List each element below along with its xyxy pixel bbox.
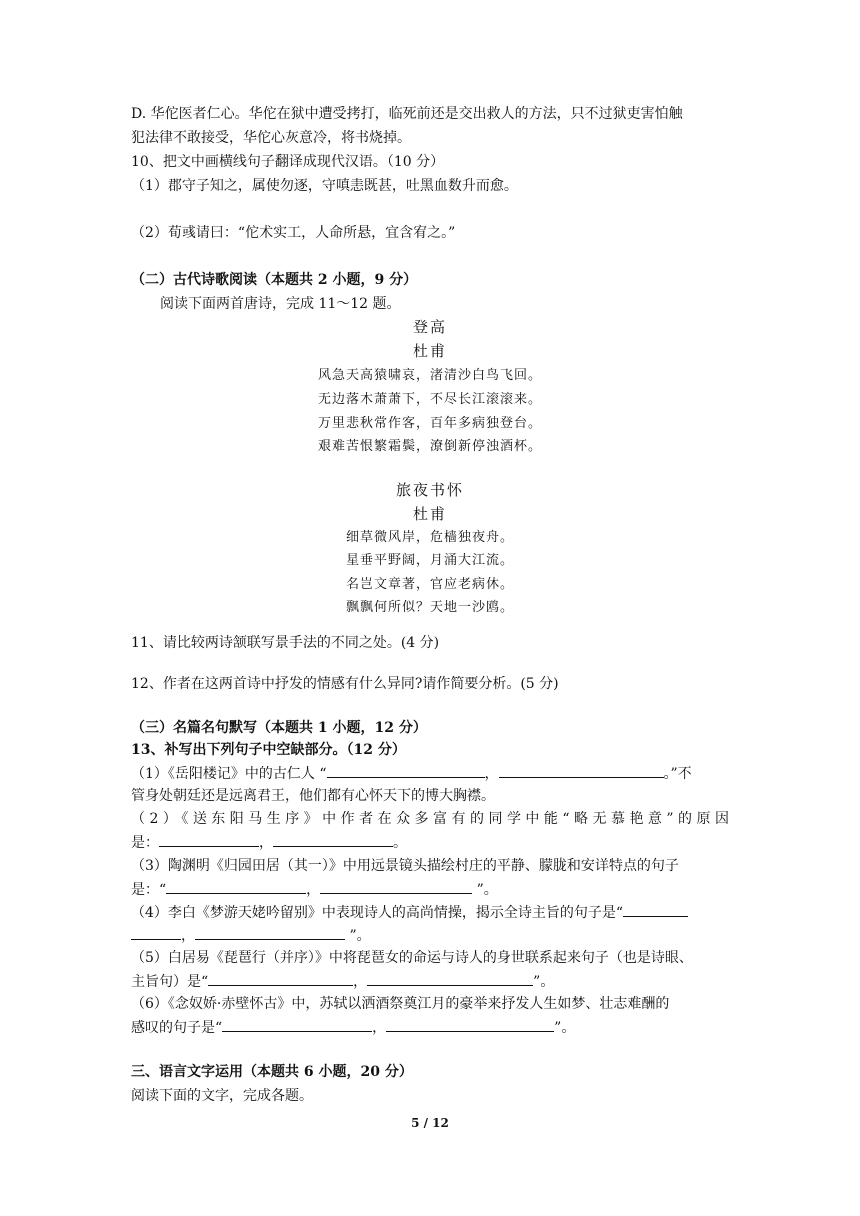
answer-blank[interactable] <box>320 879 472 894</box>
poem2-line: 飘飘何所似？天地一沙鸥。 <box>345 600 514 615</box>
fill-text: ， <box>372 1020 387 1036</box>
q9-option-d-line2: 犯法律不敢接受，华佗心灰意冷，将书烧掉。 <box>131 130 411 146</box>
section-3-intro: 阅读下面的文字，完成各题。 <box>131 1088 313 1104</box>
fill-item-1-line2: 管身处朝廷还是远离君王，他们都有心怀天下的博大胸襟。 <box>131 788 495 804</box>
fill-item-1-line1 <box>131 763 692 784</box>
q11: 11、请比较两诗颔联写景手法的不同之处。(4 分) <box>131 635 440 651</box>
fill-text: （4）李白《梦游天姥吟留别》中表现诗人的高尚情操，揭示全诗主旨的句子是“ <box>131 905 624 921</box>
answer-blank[interactable] <box>367 971 533 986</box>
poem2-line: 名岂文章著，官应老病休。 <box>345 577 514 592</box>
poem2-line: 星垂平野阔，月涌大江流。 <box>345 553 514 568</box>
q10-sentence-1: （1）郡守子知之，属使勿逐，守嗔恚既甚，吐黑血数升而愈。 <box>131 178 518 194</box>
section-recite-heading: （三）名篇名句默写（本题共 1 小题，12 分） <box>131 720 427 736</box>
fill-text: 是：“ <box>131 882 167 898</box>
fill-item-3-line2 <box>131 879 498 900</box>
q9-option-d-line1: D. 华佗医者仁心。华佗在狱中遭受拷打，临死前还是交出救人的方法，只不过狱吏害怕触 <box>131 106 683 122</box>
q10-sentence-2: （2）荀彧请曰：“佗术实工，人命所悬，宜含宥之。” <box>131 225 456 241</box>
fill-text: ， <box>353 974 368 990</box>
poem1-line: 艰难苦恨繁霜鬓，潦倒新停浊酒杯。 <box>317 439 542 454</box>
poem2-line: 细草微风岸，危樯独夜舟。 <box>345 530 514 545</box>
answer-blank[interactable] <box>131 925 181 940</box>
fill-text: 感叹的句子是“ <box>131 1020 223 1036</box>
fill-text: ”。 <box>472 882 498 898</box>
answer-blank[interactable] <box>208 971 353 986</box>
poem2-title: 旅夜书怀 <box>395 481 464 499</box>
answer-blank[interactable] <box>195 925 345 940</box>
poem1-line: 风急天高猿啸哀，渚清沙白鸟飞回。 <box>317 368 542 383</box>
section-3-heading: 三、语言文字运用（本题共 6 小题，20 分） <box>131 1064 413 1080</box>
fill-item-3-line1: （3）陶渊明《归园田居（其一）》中用远景镜头描绘村庄的平静、朦胧和安详特点的句子 <box>131 858 679 874</box>
fill-text: ， <box>181 928 195 944</box>
fill-text: ”。 <box>554 1020 576 1036</box>
poem2-author: 杜甫 <box>412 505 447 523</box>
fill-item-4-line2 <box>131 925 371 946</box>
fill-text: ， <box>259 835 273 851</box>
fill-text: ， <box>306 882 321 898</box>
answer-blank[interactable] <box>273 832 393 847</box>
fill-text: （1）《岳阳楼记》中的古仁人 “ <box>131 766 327 782</box>
poem1-title: 登高 <box>412 318 447 336</box>
answer-blank[interactable] <box>327 763 485 778</box>
fill-text: 。”不 <box>663 766 692 782</box>
section-poetry-heading: （二）古代诗歌阅读（本题共 2 小题，9 分） <box>131 272 418 288</box>
q10-title: 10、把文中画横线句子翻译成现代汉语。（10 分） <box>131 154 445 170</box>
fill-text: 是： <box>131 835 159 851</box>
fill-item-4-line1 <box>131 902 688 923</box>
answer-blank[interactable] <box>386 1017 554 1032</box>
fill-item-2-line2 <box>131 832 407 853</box>
fill-text: 。 <box>393 835 407 851</box>
answer-blank[interactable] <box>499 763 664 778</box>
fill-text: ， <box>484 766 499 782</box>
fill-text: 主旨句）是“ <box>131 974 209 990</box>
answer-blank[interactable] <box>222 1017 372 1032</box>
answer-blank[interactable] <box>159 832 259 847</box>
poem1-line: 万里悲秋常作客，百年多病独登台。 <box>317 416 542 431</box>
poem1-author: 杜甫 <box>412 342 447 360</box>
fill-text: ”。 <box>345 928 371 944</box>
fill-item-2-line1: （2）《送东阳马生序》中作者在众多富有的同学中能“略无慕艳意”的原因 <box>131 811 729 827</box>
poem1-line: 无边落木萧萧下，不尽长江滚滚来。 <box>317 392 542 407</box>
fill-item-6-line1: （6）《念奴娇·赤壁怀古》中，苏轼以洒酒祭奠江月的豪举来抒发人生如梦、壮志难酬的 <box>131 996 670 1012</box>
answer-blank[interactable] <box>623 902 688 917</box>
fill-item-5-line1: （5）白居易《琵琶行（并序）》中将琵琶女的命运与诗人的身世联系起来句子（也是诗眼、 <box>131 950 693 966</box>
section-poetry-intro: 阅读下面两首唐诗，完成 11～12 题。 <box>160 296 401 312</box>
q13-title: 13、补写出下列句子中空缺部分。（12 分） <box>131 742 406 758</box>
q12: 12、作者在这两首诗中抒发的情感有什么异同?请作简要分析。(5 分) <box>131 676 559 692</box>
fill-text: ”。 <box>533 974 555 990</box>
answer-blank[interactable] <box>166 879 306 894</box>
page-number: 5 / 12 <box>411 1116 449 1130</box>
fill-item-6-line2 <box>131 1017 575 1038</box>
fill-item-5-line2 <box>131 971 554 992</box>
